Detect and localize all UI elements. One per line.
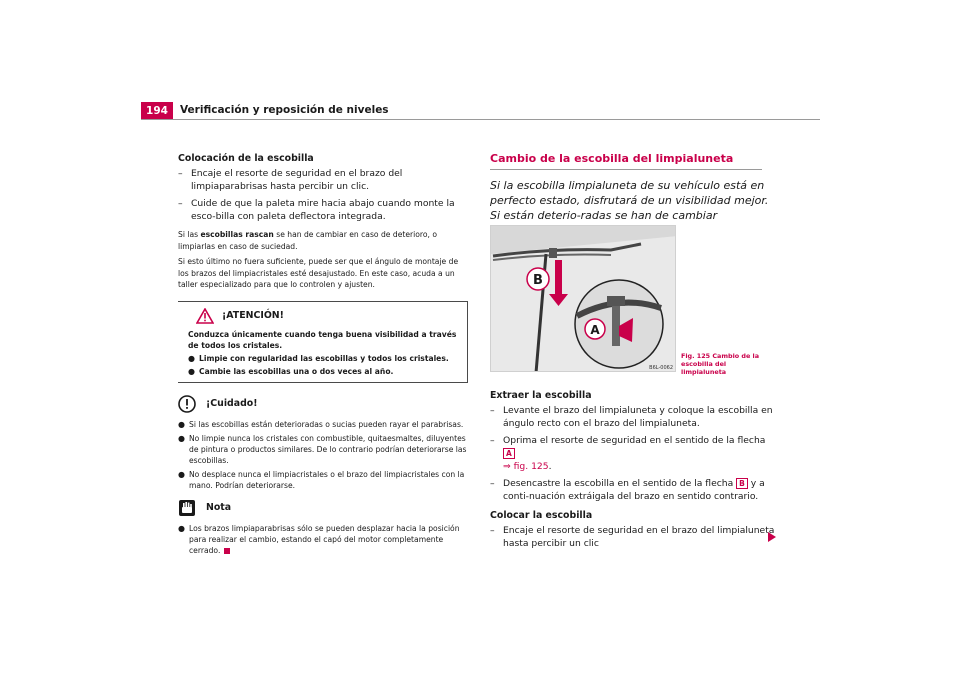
step-text: Cuide de que la paleta mire hacia abajo cuando monte la esco-billa con paleta deflectora integrada. bbox=[191, 198, 455, 222]
step-item bbox=[490, 434, 780, 473]
bullet-dot-icon: ● bbox=[178, 419, 185, 429]
figure-wiper-blade bbox=[490, 225, 676, 372]
warning-title-text: ¡ATENCIÓN! bbox=[222, 310, 284, 321]
warning-title bbox=[188, 308, 461, 324]
warning-box bbox=[178, 301, 468, 383]
para-bold-text: escobillas rascan bbox=[200, 230, 274, 239]
step-text: . bbox=[548, 461, 552, 472]
warning-body bbox=[188, 329, 461, 377]
wiper-illustration bbox=[491, 226, 676, 372]
header-divider bbox=[141, 119, 820, 120]
section-title: Cambio de la escobilla del limpialuneta bbox=[490, 152, 762, 170]
step-item bbox=[490, 477, 780, 503]
section-end-marker-icon bbox=[224, 548, 230, 554]
warning-triangle-icon bbox=[196, 308, 214, 324]
dash-marker: – bbox=[490, 405, 495, 416]
caution-body bbox=[178, 419, 468, 491]
step-item bbox=[490, 404, 780, 430]
warning-intro: Conduzca únicamente cuando tenga buena visibilidad a través de todos los cristales. bbox=[188, 329, 457, 350]
bullet-dot-icon: ● bbox=[188, 366, 195, 376]
dash-marker: – bbox=[490, 525, 495, 536]
bullet-dot-icon: ● bbox=[178, 523, 185, 533]
subhead-colocacion: Colocación de la escobilla bbox=[178, 153, 314, 164]
dash-marker: – bbox=[490, 435, 495, 446]
step-item bbox=[178, 167, 468, 193]
subhead-colocar: Colocar la escobilla bbox=[490, 510, 593, 521]
step-text: Levante el brazo del limpialuneta y coloque la escobilla en ángulo recto con el brazo del limpialuneta. bbox=[503, 405, 773, 429]
figure-code: B6L-0062 bbox=[649, 365, 673, 371]
bullet-text: Cambie las escobillas una o dos veces al año. bbox=[199, 366, 394, 376]
warning-bullet bbox=[188, 366, 461, 377]
step-item bbox=[178, 197, 468, 223]
dash-marker: – bbox=[178, 168, 183, 179]
figure-label-b: B bbox=[533, 273, 543, 288]
para-text: Si las bbox=[178, 230, 201, 239]
left-column bbox=[178, 152, 468, 558]
running-header-title: Verificación y reposición de niveles bbox=[180, 104, 389, 116]
paragraph-angulo: Si esto último no fuera suficiente, puede ser que el ángulo de montaje de los brazos del limpiacristales esté desajustado. En este caso, acuda a un taller especializado para que lo controlen y ajusten. bbox=[178, 257, 459, 289]
dash-marker: – bbox=[178, 198, 183, 209]
bullet-text: Los brazos limpiaparabrisas sólo se pueden desplazar hacia la posición para realizar el cambio, estando el capó del motor completamente cerrado. bbox=[189, 523, 460, 555]
note-hand-icon bbox=[178, 499, 196, 517]
arrow-letter-b-badge: B bbox=[736, 478, 748, 489]
step-text: Encaje el resorte de seguridad en el brazo del limpiaparabrisas hasta percibir un clic. bbox=[191, 168, 403, 192]
note-title bbox=[178, 499, 468, 517]
bullet-dot-icon: ● bbox=[178, 433, 185, 443]
note-body bbox=[178, 523, 468, 556]
page-number: 194 bbox=[141, 102, 173, 120]
bullet-text: No desplace nunca el limpiacristales o el brazo del limpiacristales con la mano. Podrían deteriorarse. bbox=[189, 469, 465, 490]
caution-bullet bbox=[178, 469, 468, 491]
continue-arrow-icon bbox=[768, 532, 776, 542]
figure-label-a: A bbox=[590, 323, 600, 337]
step-item bbox=[490, 524, 780, 550]
caution-title bbox=[178, 395, 468, 413]
subhead-extraer: Extraer la escobilla bbox=[490, 390, 592, 401]
step-text: Oprima el resorte de seguridad en el sentido de la flecha bbox=[503, 435, 766, 446]
step-text: Encaje el resorte de seguridad en el brazo del limpialuneta hasta percibir un clic bbox=[503, 525, 775, 549]
caution-bullet bbox=[178, 419, 468, 430]
step-text: Desencastre la escobilla en el sentido de la flecha bbox=[503, 478, 737, 489]
bullet-dot-icon: ● bbox=[178, 469, 185, 479]
figure-reference-link[interactable]: ⇒ fig. 125 bbox=[503, 461, 549, 472]
arrow-letter-a-badge: A bbox=[503, 448, 515, 459]
note-bullet bbox=[178, 523, 468, 556]
caution-exclamation-icon bbox=[178, 395, 196, 413]
step-text: y a conti-nuación extráigala del brazo en sentido contrario. bbox=[503, 478, 765, 502]
bullet-dot-icon: ● bbox=[188, 353, 195, 363]
right-body bbox=[490, 389, 780, 554]
dash-marker: – bbox=[490, 478, 495, 489]
para-text: se han de cambiar en caso de deterioro, o limpiarlas en caso de suciedad. bbox=[178, 230, 437, 251]
section-intro: Si la escobilla limpialuneta de su vehículo está en perfecto estado, disfrutará de un visibilidad mejor. Si están deterio-radas se han de cambiar bbox=[490, 179, 769, 222]
warning-bullet bbox=[188, 353, 461, 364]
paragraph-escobillas-rascan bbox=[178, 229, 468, 252]
bullet-text: Limpie con regularidad las escobillas y todos los cristales. bbox=[199, 353, 449, 363]
figure-caption: Fig. 125 Cambio de la escobilla del limpialuneta bbox=[681, 352, 760, 376]
note-title-text: Nota bbox=[206, 502, 232, 513]
bullet-text: Si las escobillas están deterioradas o sucias pueden rayar el parabrisas. bbox=[189, 419, 464, 429]
caution-title-text: ¡Cuidado! bbox=[206, 398, 258, 409]
bullet-text: No limpie nunca los cristales con combustible, quitaesmaltes, diluyentes de pintura o productos similares. De lo contrario podrían deteriorarse las escobillas. bbox=[189, 433, 467, 465]
caution-bullet bbox=[178, 433, 468, 466]
